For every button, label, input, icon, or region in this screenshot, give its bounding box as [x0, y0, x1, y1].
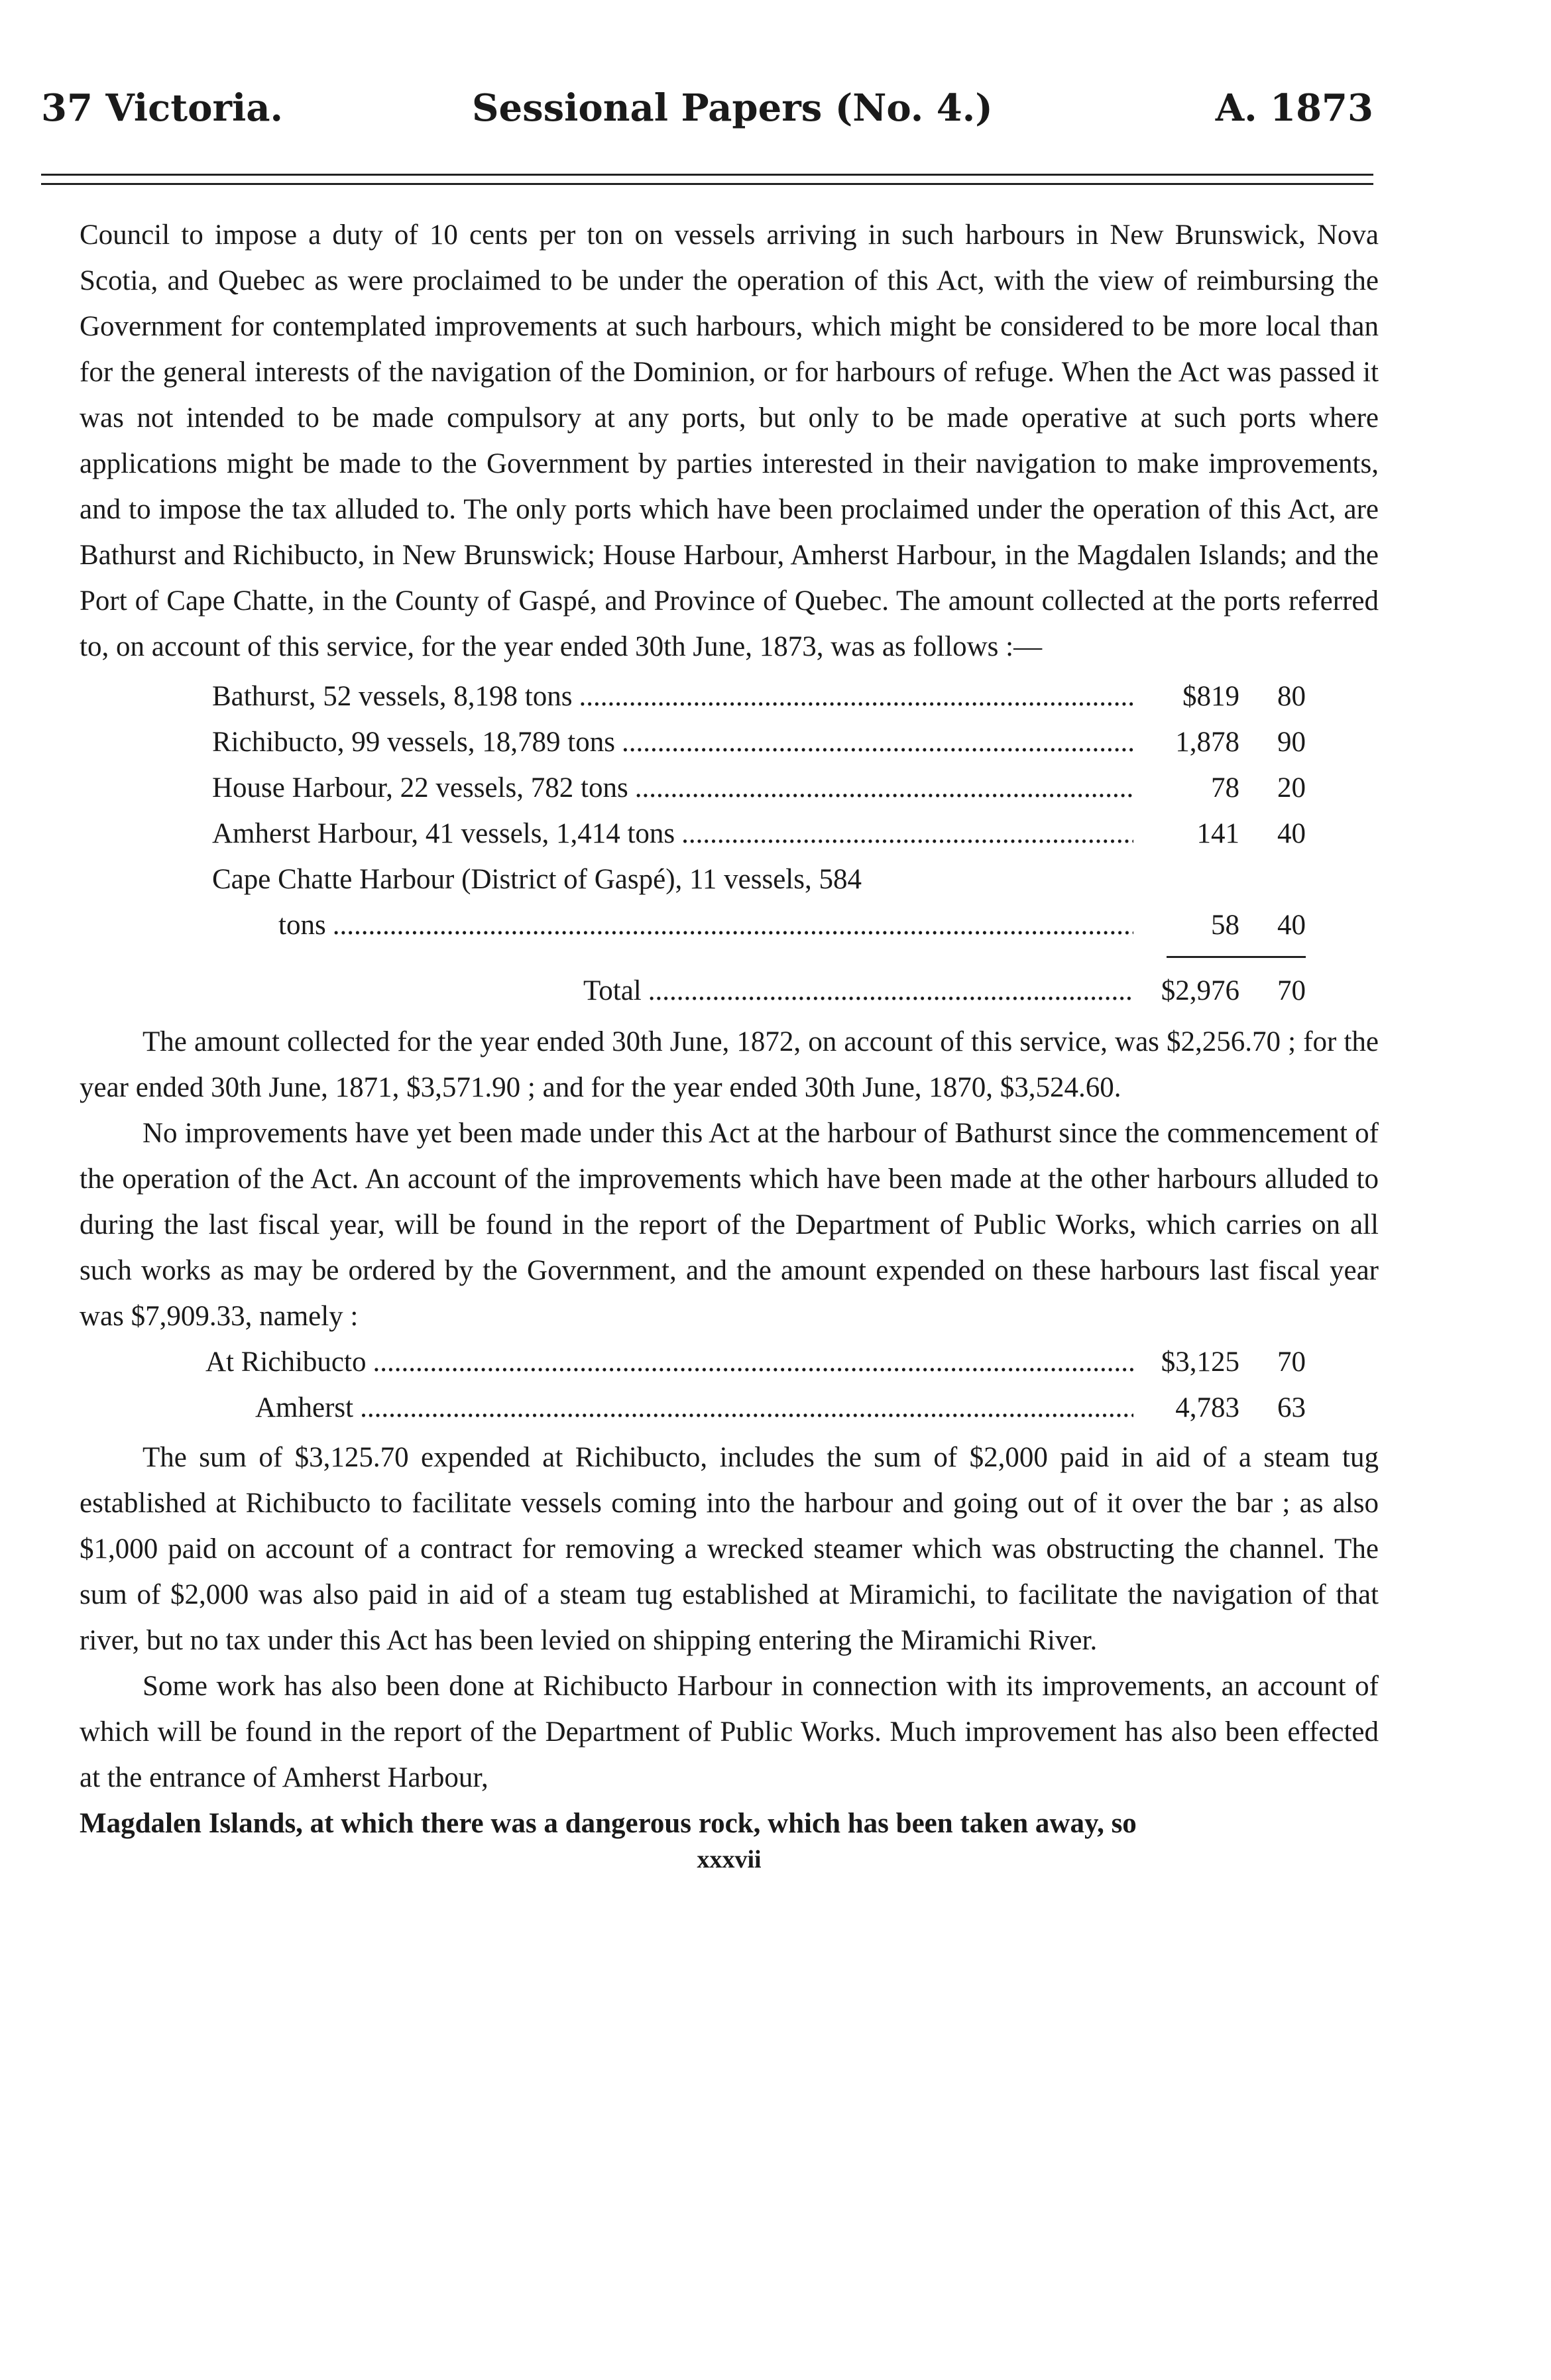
leader-dots	[333, 902, 1133, 948]
table-row	[212, 674, 1306, 719]
table-row	[212, 719, 1306, 765]
table-row	[212, 765, 1306, 811]
header-year: A. 1873	[1215, 86, 1373, 130]
row-label: Amherst	[255, 1392, 354, 1423]
page-number: xxxvii	[697, 1846, 762, 1874]
leader-dots	[635, 765, 1133, 811]
paragraph-5: Some work has also been done at Richibucto Harbour in connection with its improvements, an account of which will be found in the report of the Department of Public Works. Much improvement has also been effected at the entrance of Amherst Harbour,	[80, 1671, 1379, 1793]
total-label: Total	[583, 975, 642, 1006]
row-cents: 40	[1277, 818, 1306, 849]
leader-dots	[579, 674, 1133, 719]
header-rule-top	[41, 174, 1373, 176]
total-dollars: $2,976	[1161, 975, 1239, 1006]
row-dollars: 1,878	[1175, 727, 1239, 758]
row-label: Cape Chatte Harbour (District of Gaspé), 11 vessels, 584	[212, 864, 862, 895]
table-row	[205, 1385, 1306, 1431]
row-dollars: $3,125	[1161, 1346, 1239, 1378]
collections-table	[212, 674, 1306, 1014]
body-text	[80, 212, 1379, 1873]
expenditure-table	[205, 1339, 1306, 1431]
row-label: Amherst Harbour, 41 vessels, 1,414 tons	[212, 818, 675, 849]
row-label: House Harbour, 22 vessels, 782 tons	[212, 772, 628, 803]
row-label: At Richibucto	[205, 1346, 367, 1378]
table-row	[212, 811, 1306, 857]
header-title: Sessional Papers (No. 4.)	[472, 86, 993, 130]
sum-rule	[212, 948, 1306, 968]
row-dollars: 78	[1211, 772, 1239, 803]
leader-dots	[681, 811, 1133, 857]
paragraph-2: The amount collected for the year ended 30th June, 1872, on account of this service, was $2,256.70 ; for the year ended 30th June, 1871, $3,571.90 ; and for the year ended 30th June, 1870, $3,524.60.	[80, 1026, 1379, 1103]
header-volume: 37 Victoria.	[41, 86, 284, 130]
row-cents: 20	[1277, 772, 1306, 803]
row-cents: 90	[1277, 727, 1306, 758]
row-cents: 63	[1277, 1392, 1306, 1423]
leader-dots	[360, 1385, 1133, 1431]
paragraph-3: No improvements have yet been made under this Act at the harbour of Bathurst since the commencement of the operation of the Act. An account of the improvements which have been made at the other harbours alluded to during the last fiscal year, will be found in the report of the Department of Public Works, which carries on all such works as may be ordered by the Government, and the amount expended on these harbours last fiscal year was $7,909.33, namely :	[80, 1118, 1379, 1332]
row-label: Richibucto, 99 vessels, 18,789 tons	[212, 727, 615, 758]
table-row-continuation	[212, 902, 1306, 948]
row-cents: 80	[1277, 681, 1306, 712]
table-row	[212, 857, 1306, 902]
row-label-continuation: tons	[278, 910, 326, 941]
row-label: Bathurst, 52 vessels, 8,198 tons	[212, 681, 573, 712]
leader-dots	[622, 719, 1133, 765]
total-row	[212, 968, 1306, 1014]
leader-dots	[648, 968, 1133, 1014]
row-cents: 40	[1277, 910, 1306, 941]
leader-dots	[373, 1339, 1133, 1385]
total-cents: 70	[1277, 975, 1306, 1006]
row-dollars: 4,783	[1175, 1392, 1239, 1423]
sum-rule-line	[1167, 956, 1306, 968]
paragraph-1: Council to impose a duty of 10 cents per ton on vessels arriving in such harbours in New Brunswick, Nova Scotia, and Quebec as were proclaimed to be under the operation of this Act, with the view of reimbursing the Government for contemplated improvements at such harbours, which might be considered to be more local than for the general interests of the navigation of the Dominion, or for harbours of refuge. When the Act was passed it was not intended to be made compulsory at any ports, but only to be made operative at such ports where applications might be made to the Government by parties interested in their navigation to make improvements, and to impose the tax alluded to. The only ports which have been proclaimed under the operation of this Act, are Bathurst and Richibucto, in New Brunswick; House Harbour, Amherst Harbour, in the Magdalen Islands; and the Port of Cape Chatte, in the County of Gaspé, and Province of Quebec. The amount collected at the ports referred to, on account of this service, for the year ended 30th June, 1873, was as follows :—	[80, 219, 1379, 662]
header-rule-bottom	[41, 183, 1373, 185]
paragraph-4: The sum of $3,125.70 expended at Richibucto, includes the sum of $2,000 paid in aid of a steam tug established at Richibucto to facilitate vessels coming into the harbour and going out of it over the bar ; as also $1,000 paid on account of a contract for removing a wrecked steamer which was obstructing the channel. The sum of $2,000 was also paid in aid of a steam tug established at Miramichi, to facilitate the navigation of that river, but no tax under this Act has been levied on shipping entering the Miramichi River.	[80, 1442, 1379, 1656]
row-dollars: 58	[1211, 910, 1239, 941]
paragraph-5-last-line: Magdalen Islands, at which there was a dangerous rock, which has been taken away, so	[80, 1808, 1137, 1839]
row-dollars: 141	[1196, 818, 1239, 849]
row-dollars: $819	[1182, 681, 1239, 712]
row-cents: 70	[1277, 1346, 1306, 1378]
page-header	[41, 86, 1373, 146]
table-row	[205, 1339, 1306, 1385]
